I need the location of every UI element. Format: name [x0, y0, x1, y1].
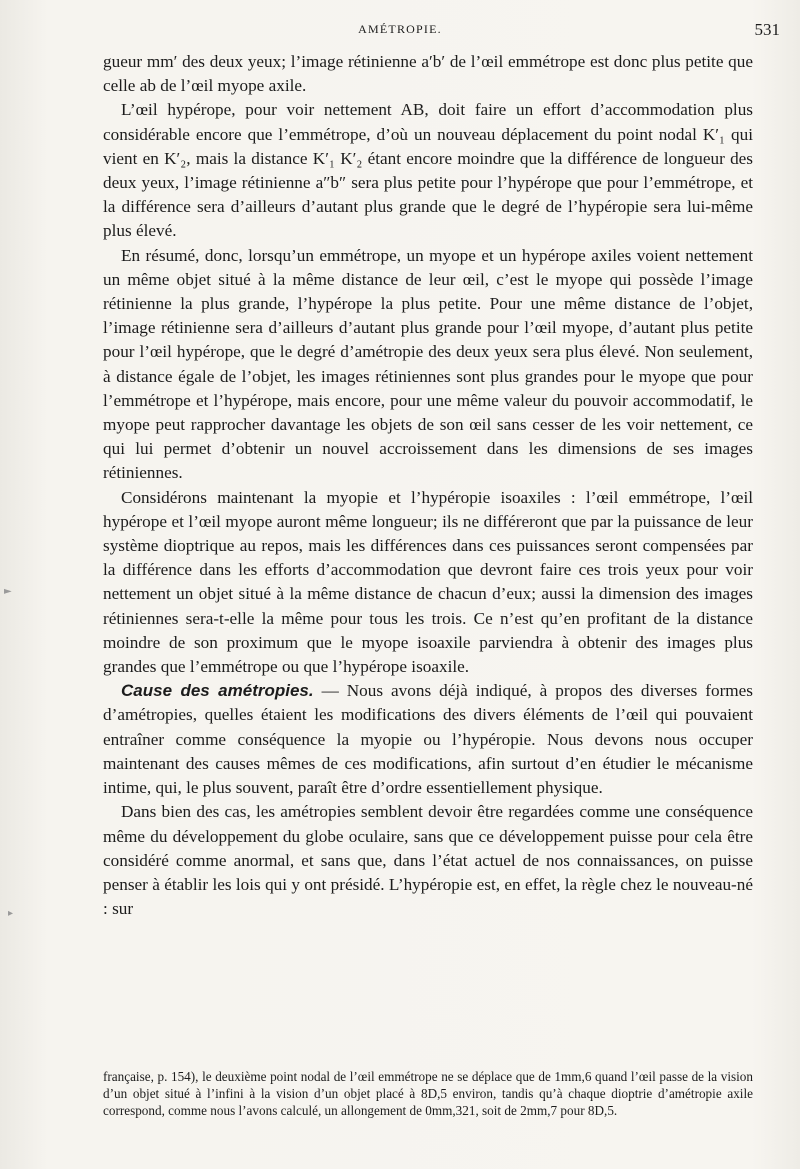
paragraph: Considérons maintenant la myopie et l’hypéropie isoaxiles : l’œil emmétrope, l’œil hypérope et l’œil myope auront même longueur; ils ne différeront que par la puissance de leur système dioptrique au repos, mais les différences dans ces puissances seront compensées par la différence dans les efforts d’accommodation que devront faire ces trois yeux pour voir nettement un objet situé à la même distance de chacun d’eux; aussi la dimension des images rétiniennes sera-t-elle la même pour tous les trois. Ce n’est qu’en profitant de la distance moindre de son proximum que le myope isoaxile parviendra à obtenir des images plus grandes que l’emmétrope ou que l’hypérope isoaxile.: [103, 487, 753, 677]
paragraph: En résumé, donc, lorsqu’un emmétrope, un myope et un hypérope axiles voient nettement un même objet situé à la même distance de leur œil, c’est le myope qui possède l’image rétinienne la plus grande, l’hypérope la plus petite. Pour une même distance de l’objet, l’image rétinienne sera d’ailleurs d’autant plus grande pour l’œil myope, d’autant plus petite pour l’œil hypérope, que le degré d’amétropie des deux yeux sera plus élevé. Non seulement, à distance égale de l’objet, les images rétiniennes sont plus grandes pour le myope que pour l’emmétrope et l’hypérope, mais encore, pour une même valeur du pouvoir accommodatif, le myope peut rapprocher davantage les objets de son œil sans cesser de les voir nettement, ce qui lui permet d’obtenir un nouvel accroissement dans les dimensions de ses images rétiniennes.: [103, 245, 753, 483]
section-title: Cause des amétropies.: [121, 681, 314, 701]
paragraph: L’œil hypérope, pour voir nettement AB, doit faire un effort d’accommodation plus considérable encore que l’emmétrope, d’où un nouveau déplacement du point nodal K′₁ qui vient en K′₂, mais la distance K′₁ K′₂ étant encore moindre que la différence de longueur des deux yeux, l’image rétinienne a″b″ sera plus petite pour l’hypérope que pour l’emmétrope, et la différence sera d’ailleurs d’autant plus grande que le degré de l’hypéropie sera lui-même plus élevé.: [103, 100, 753, 241]
running-title: AMÉTROPIE.: [358, 22, 442, 36]
paragraph: gueur mm′ des deux yeux; l’image rétinienne a′b′ de l’œil emmétrope est donc plus petite que celle ab de l’œil myope axile.: [103, 52, 753, 96]
margin-mark: ▸: [8, 908, 14, 919]
section-text: — Nous avons déjà indiqué, à propos des diverses formes d’amétropies, quelles étaient les modifications des divers éléments de l’œil qui pouvaient entraîner comme conséquence la myopie ou l’hypéropie. Nous devons nous occuper maintenant des causes mêmes de ces modifications, afin surtout d’en étudier le mécanisme intime, qui, le plus souvent, paraît être d’ordre essentiellement physique.: [103, 681, 753, 798]
body-text: [103, 50, 753, 921]
section-paragraph: [103, 679, 753, 800]
footnote: [103, 1069, 753, 1119]
footnote-text: française, p. 154), le deuxième point nodal de l’œil emmétrope ne se déplace que de 1mm,6 quand l’œil passe de la vision d’un objet situé à l’infini à la vision d’un objet placé à 8D,5 environ, tandis qu’à chaque dioptrie d’amétropie axile correspond, comme nous l’avons calculé, un allongement de 0mm,321, soit de 2mm,7 pour 8D,5.: [103, 1069, 753, 1118]
page-number: 531: [754, 20, 780, 39]
margin-mark: ►: [4, 586, 12, 597]
paragraph: Dans bien des cas, les amétropies semblent devoir être regardées comme une conséquence même du développement du globe oculaire, sans que ce développement puisse pour cela être considéré comme anormal, et sans que, dans l’état actuel de nos connaissances, on puisse penser à établir les lois qui y ont présidé. L’hypéropie est, en effet, la règle chez le nouveau-né : sur: [103, 802, 753, 919]
running-head: [0, 22, 800, 42]
